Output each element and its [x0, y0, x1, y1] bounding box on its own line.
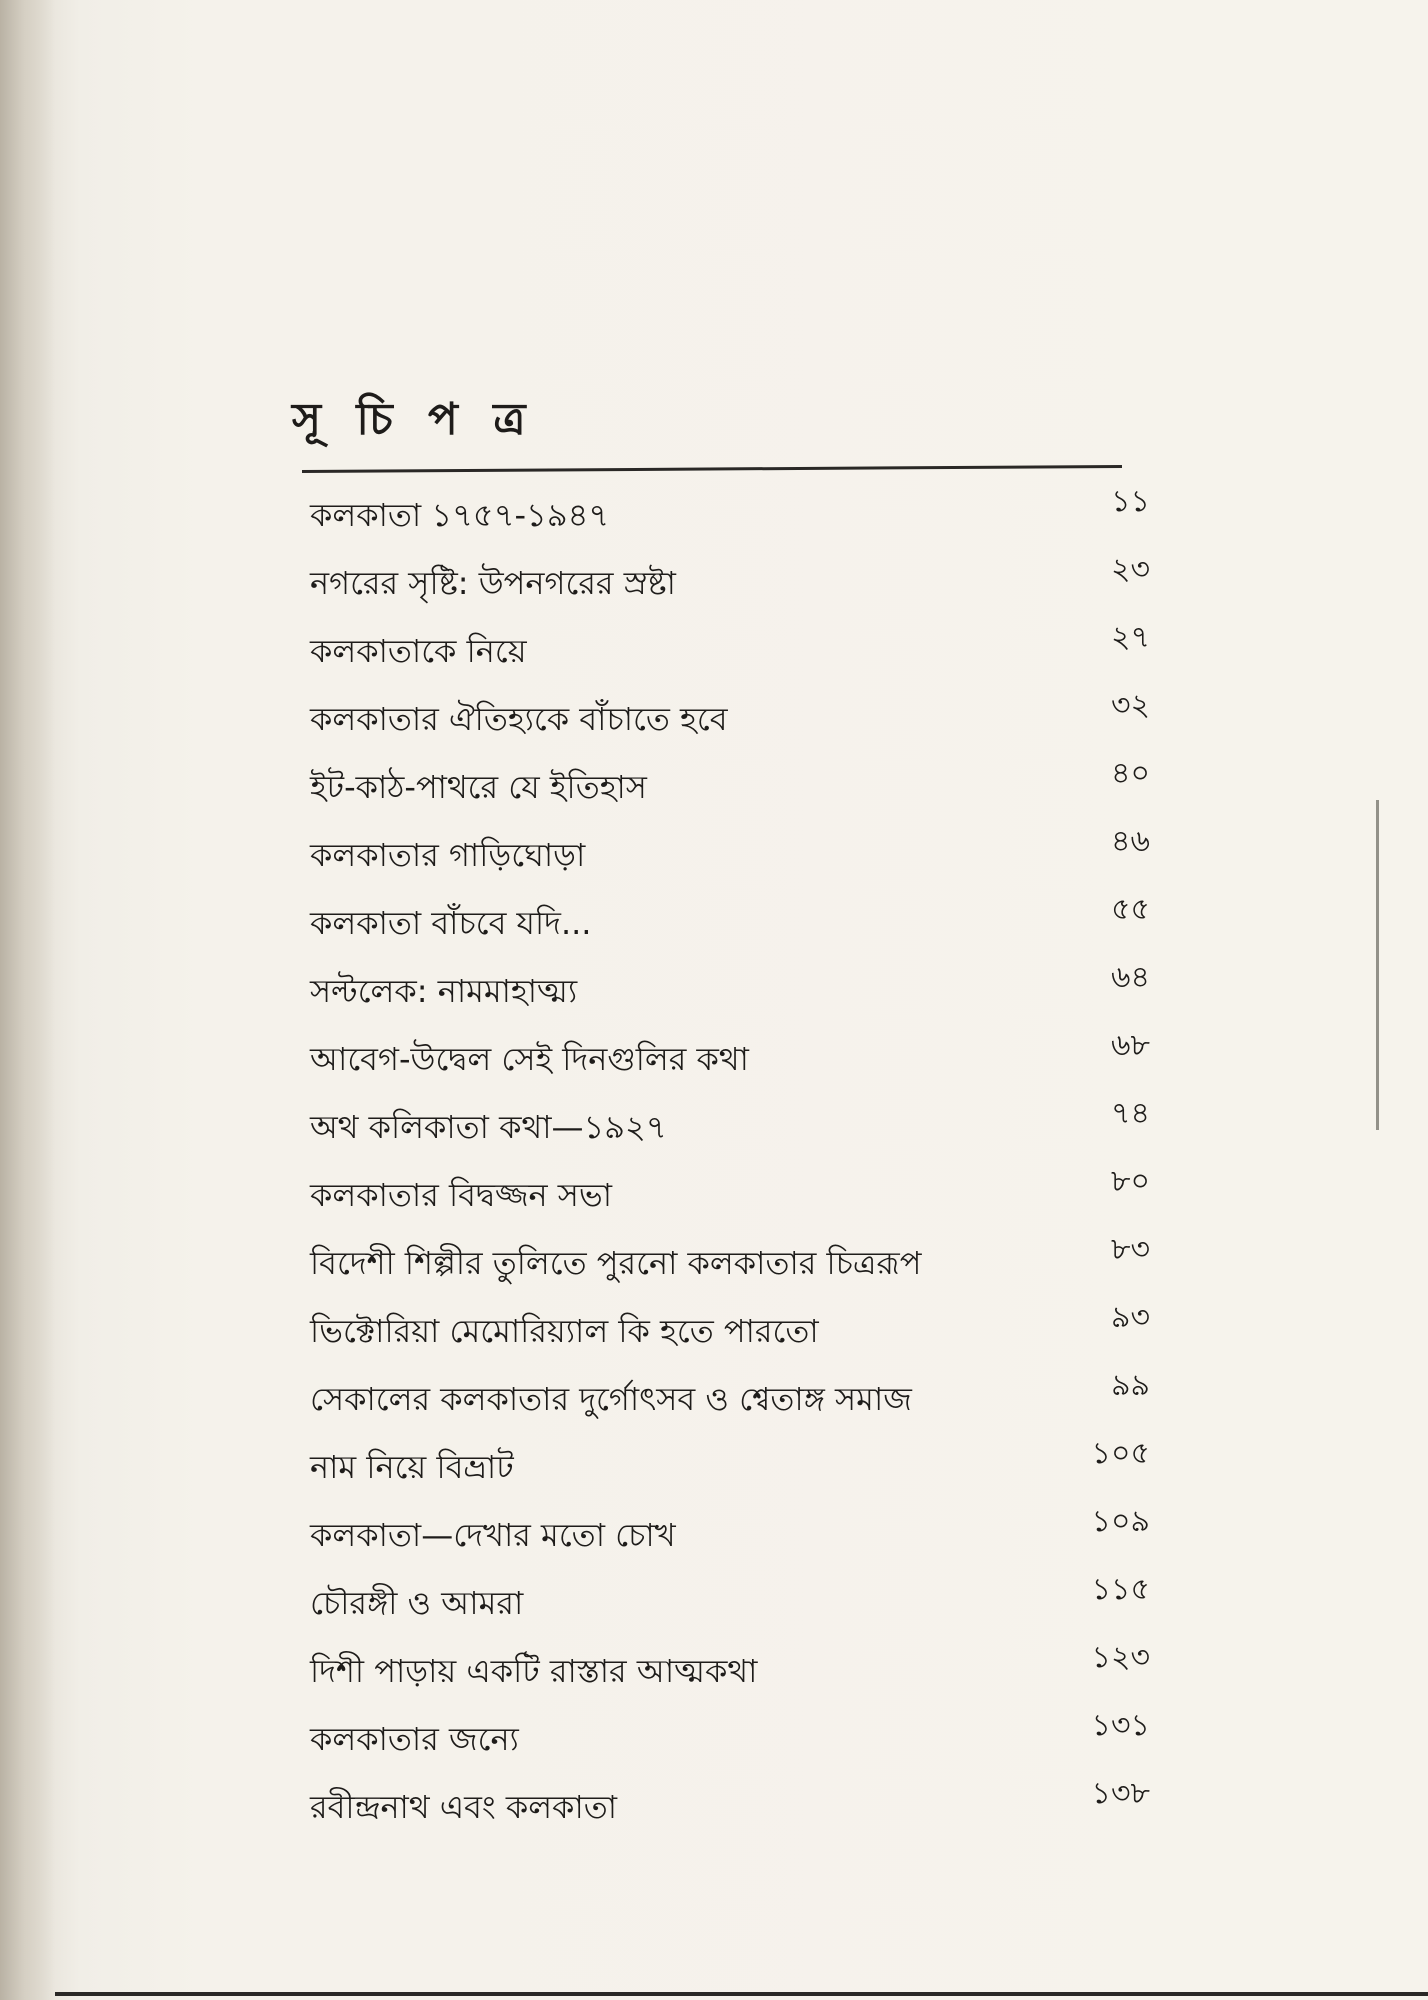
toc-entry [300, 822, 1150, 890]
toc-entry-page-number: ৮৩ [1111, 1232, 1150, 1267]
toc-entry-page-number: ১৩১ [1091, 1708, 1150, 1743]
toc-entry-title: কলকাতা—দেখার মতো চোখ [310, 1516, 676, 1554]
toc-entry-title: নগরের সৃষ্টি: উপনগরের স্রষ্টা [310, 564, 676, 602]
toc-entry-title: নাম নিয়ে বিভ্রাট [310, 1448, 514, 1486]
toc-entry-title: কলকাতা বাঁচবে যদি... [310, 904, 592, 942]
toc-entry-page-number: ১১৫ [1091, 1572, 1150, 1607]
toc-entry-page-number: ১২৩ [1091, 1640, 1150, 1675]
toc-entry-title: আবেগ-উদ্বেল সেই দিনগুলির কথা [310, 1040, 749, 1078]
toc-entry [300, 890, 1150, 958]
title-divider [302, 465, 1122, 473]
toc-entry-title: কলকাতার জন্যে [310, 1720, 519, 1758]
toc-entry [300, 1638, 1150, 1706]
toc-entry-title: রবীন্দ্রনাথ এবং কলকাতা [310, 1788, 618, 1826]
toc-entry-title: কলকাতার বিদ্বজ্জন সভা [310, 1176, 613, 1214]
toc-entry-page-number: ১০৫ [1091, 1436, 1150, 1471]
toc-entry [300, 1230, 1150, 1298]
toc-entry [300, 1026, 1150, 1094]
toc-entry [300, 1502, 1150, 1570]
toc-entry-title: সেকালের কলকাতার দুর্গোৎসব ও শ্বেতাঙ্গ সমাজ [310, 1380, 912, 1418]
toc-entry [300, 550, 1150, 618]
toc-entry [300, 1434, 1150, 1502]
toc-entry-page-number: ৩২ [1110, 688, 1150, 723]
toc-entry [300, 686, 1150, 754]
toc-entry-page-number: ৬৪ [1111, 960, 1150, 995]
toc-entry-title: কলকাতা ১৭৫৭-১৯৪৭ [310, 496, 610, 534]
toc-entry-page-number: ৯৯ [1111, 1368, 1150, 1403]
toc-entry [300, 1570, 1150, 1638]
toc-entry-title: সল্টলেক: নামমাহাত্ম্য [310, 972, 578, 1010]
toc-entry-title: চৌরঙ্গী ও আমরা [310, 1584, 524, 1622]
toc-entry [300, 618, 1150, 686]
toc-entry-page-number: ৪৬ [1111, 824, 1150, 859]
table-of-contents [300, 482, 1150, 1842]
toc-entry-page-number: ৫৫ [1111, 892, 1150, 927]
toc-entry [300, 482, 1150, 550]
toc-entry-title: অথ কলিকাতা কথা—১৯২৭ [310, 1108, 667, 1146]
toc-entry [300, 754, 1150, 822]
toc-entry-page-number: ১০৯ [1091, 1504, 1150, 1539]
toc-entry-page-number: ৪০ [1111, 756, 1150, 791]
toc-entry-title: ভিক্টোরিয়া মেমোরিয়্যাল কি হতে পারতো [310, 1312, 819, 1350]
spine-shadow [0, 0, 55, 2000]
toc-entry [300, 1094, 1150, 1162]
toc-entry-title: কলকাতাকে নিয়ে [310, 632, 527, 670]
toc-entry-page-number: ১৩৮ [1091, 1776, 1150, 1811]
toc-entry-title: কলকাতার ঐতিহ্যকে বাঁচাতে হবে [310, 700, 728, 738]
bottom-edge-line [55, 1992, 1428, 1996]
toc-entry-title: কলকাতার গাড়িঘোড়া [310, 836, 586, 874]
page-title: সূ চি প ত্র [292, 394, 536, 445]
toc-entry-page-number: ৮০ [1111, 1164, 1150, 1199]
page-edge-mark [1376, 800, 1379, 1130]
toc-entry-page-number: ২৭ [1110, 620, 1150, 655]
toc-entry [300, 1366, 1150, 1434]
toc-entry-page-number: ৬৮ [1111, 1028, 1150, 1063]
toc-entry [300, 1298, 1150, 1366]
toc-entry [300, 958, 1150, 1026]
toc-entry-title: দিশী পাড়ায় একটি রাস্তার আত্মকথা [310, 1652, 758, 1690]
toc-entry-title: ইট-কাঠ-পাথরে যে ইতিহাস [310, 768, 647, 806]
toc-entry-page-number: ৯৩ [1111, 1300, 1150, 1335]
toc-entry [300, 1706, 1150, 1774]
toc-entry [300, 1162, 1150, 1230]
toc-entry-page-number: ১১ [1111, 484, 1150, 519]
toc-entry-title: বিদেশী শিল্পীর তুলিতে পুরনো কলকাতার চিত্ররূপ [310, 1244, 922, 1282]
toc-entry-page-number: ২৩ [1110, 552, 1150, 587]
toc-entry [300, 1774, 1150, 1842]
toc-entry-page-number: ৭৪ [1111, 1096, 1150, 1131]
